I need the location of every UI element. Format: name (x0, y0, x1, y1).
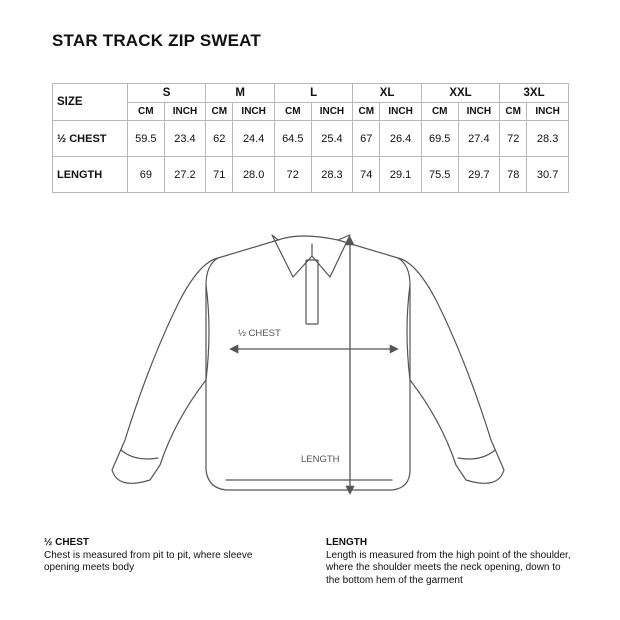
length-description-title: LENGTH (326, 537, 368, 548)
unit-inch: INCH (380, 103, 422, 121)
table-cell: 29.1 (380, 157, 422, 193)
chest-description-title: ½ CHEST (44, 537, 90, 548)
sweatshirt-outline (112, 235, 504, 490)
table-cell: 28.0 (233, 157, 275, 193)
table-cell: 78 (500, 157, 527, 193)
table-cell: 28.3 (527, 121, 569, 157)
table-cell: 30.7 (527, 157, 569, 193)
size-l-header: L (274, 84, 352, 103)
unit-cm: CM (353, 103, 380, 121)
chest-diagram-label: ½ CHEST (238, 328, 281, 339)
table-cell: 75.5 (421, 157, 458, 193)
chest-description (44, 537, 284, 575)
page-title: STAR TRACK ZIP SWEAT (52, 31, 261, 50)
row-label: LENGTH (53, 157, 128, 193)
table-cell: 64.5 (274, 121, 311, 157)
table-cell: 59.5 (128, 121, 165, 157)
table-cell: 24.4 (233, 121, 275, 157)
length-diagram-label: LENGTH (301, 454, 340, 465)
size-m-header: M (206, 84, 275, 103)
table-cell: 27.4 (458, 121, 500, 157)
unit-inch: INCH (233, 103, 275, 121)
unit-cm: CM (274, 103, 311, 121)
table-cell: 23.4 (164, 121, 206, 157)
unit-inch: INCH (527, 103, 569, 121)
size-header-cell: SIZE (53, 84, 128, 121)
length-description-text: Length is measured from the high point of the shoulder, where the shoulder meets the neck opening, down to the bottom hem of the garment (326, 549, 571, 586)
size-3xl-header: 3XL (500, 84, 569, 103)
length-description (326, 537, 576, 587)
table-cell: 69 (128, 157, 165, 193)
table-cell: 71 (206, 157, 233, 193)
table-cell: 62 (206, 121, 233, 157)
table-cell: 29.7 (458, 157, 500, 193)
size-xl-header: XL (353, 84, 422, 103)
unit-cm: CM (206, 103, 233, 121)
table-cell: 26.4 (380, 121, 422, 157)
size-xxl-header: XXL (421, 84, 499, 103)
table-cell: 72 (500, 121, 527, 157)
table-cell: 74 (353, 157, 380, 193)
table-cell: 27.2 (164, 157, 206, 193)
table-cell: 72 (274, 157, 311, 193)
unit-cm: CM (500, 103, 527, 121)
table-cell: 25.4 (311, 121, 353, 157)
unit-inch: INCH (164, 103, 206, 121)
chest-description-text: Chest is measured from pit to pit, where sleeve opening meets body (44, 549, 253, 573)
size-s-header: S (128, 84, 206, 103)
table-cell: 28.3 (311, 157, 353, 193)
unit-cm: CM (421, 103, 458, 121)
unit-cm: CM (128, 103, 165, 121)
table-cell: 69.5 (421, 121, 458, 157)
row-label: ½ CHEST (53, 121, 128, 157)
unit-inch: INCH (311, 103, 353, 121)
table-cell: 67 (353, 121, 380, 157)
unit-inch: INCH (458, 103, 500, 121)
